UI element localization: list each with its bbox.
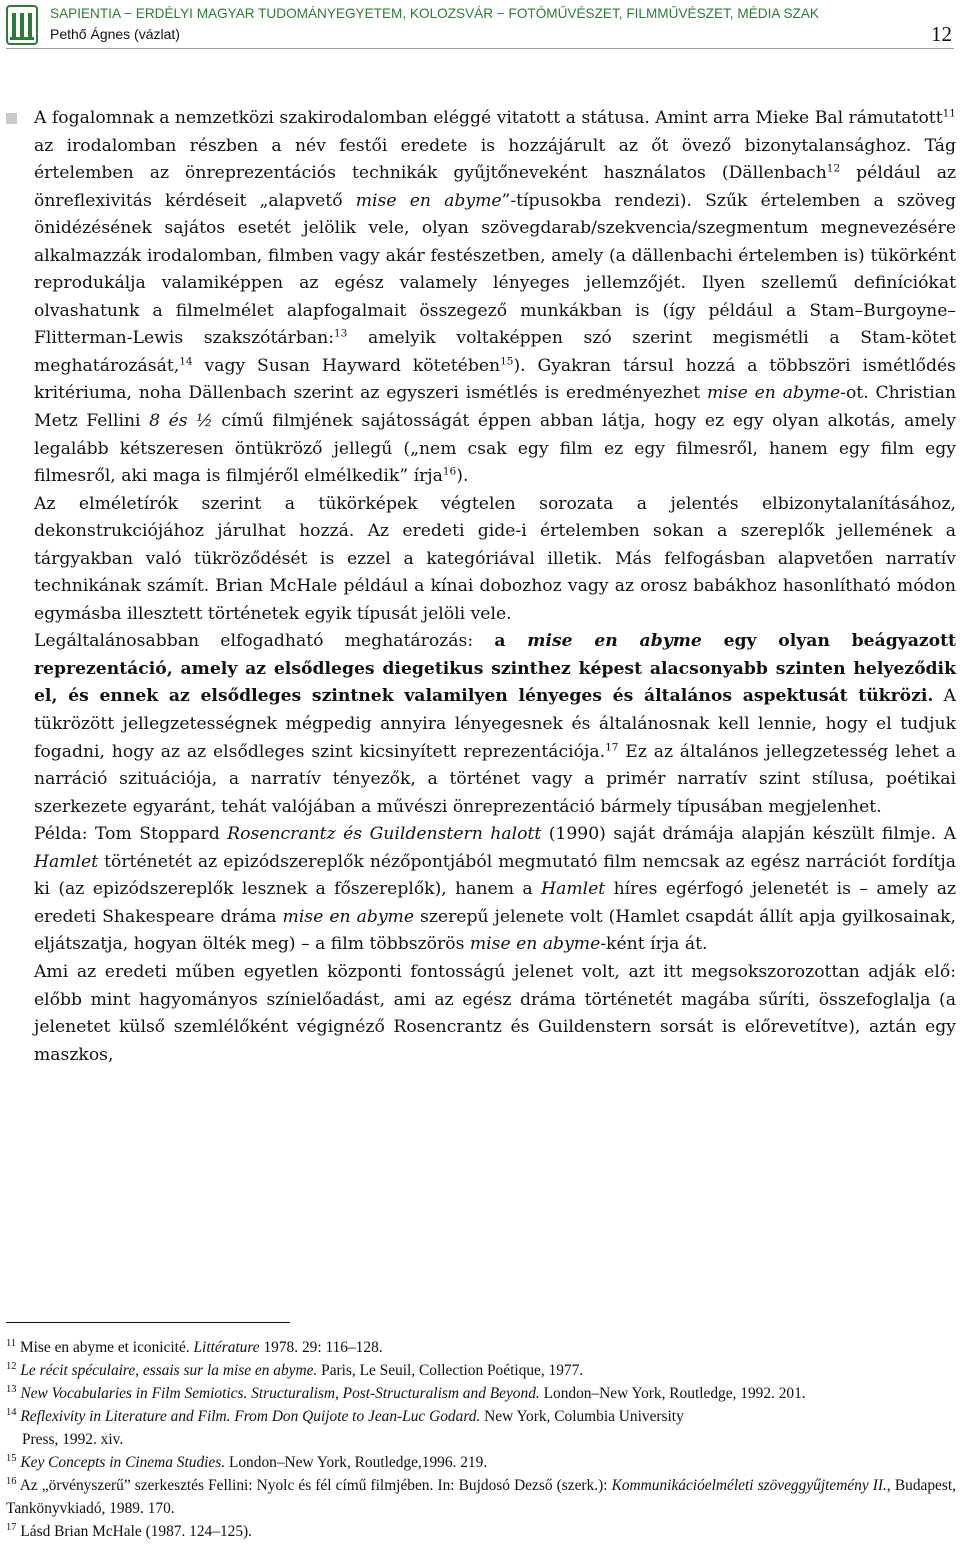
footnote-14-cont: Press, 1992. xiv. xyxy=(22,1431,124,1448)
footnote-ref: 17 xyxy=(605,740,619,753)
paragraph-5: Ami az eredeti műben egyetlen központi fontosságú jelenet volt, azt itt megsokszorozottan adják elő: előbb mint hagyományos színielőadást, ami az egész dráma történetét magába sűríti, összefoglalja (a jelenetet külső szemlélőként végignéző Rosencrantz és Guildenstern sorsát is előrevetítve), aztán egy maszkos, xyxy=(34,961,956,1065)
paragraph-3: Legáltalánosabban elfogadható meghatározás: a mise en abyme egy olyan beágyazott reprezentáció, amely az elsődleges diegetikus szinthez képest alacsonyabb szinten helyeződik el, és ennek az elsődleges szintnek valamilyen lényeges és általános aspektusát tükrözi. A tükrözött jellegzetességnek mégpedig annyira lényegesnek és általánosnak kell lennie, hogy el tudjuk fogadni, hogy az az elsődleges szint kicsinyített reprezentációja.$^{17}$ Ez az általános jellegzetesség lehet a narráció szituációja, a narratív tényezők, a történet vagy a primér narratív szint stílusa, poétikai szerkezete egyaránt, tehát valójában a művészi önreprezentáció bármely típusában megjelenhet. xyxy=(34,631,956,817)
footnote-ref: 11 xyxy=(942,107,956,120)
footnote-12: $^{12}$ Le récit spéculaire, essais sur la mise en abyme. Paris, Le Seuil, Collection Poétique, 1977. xyxy=(6,1360,584,1379)
page-number: 12 xyxy=(931,22,952,46)
paragraph-1: A fogalomnak a nemzetközi szakirodalomban eléggé vitatott a státusa. Amint arra Mieke Bal rámutatott$^{11}$ az irodalomban részben a név festői eredete is hozzájárult az őt övező bizonytalansághoz. Tág értelemben az önreprezentációs technikák gyűjtőneveként használatos (Dällenbach$^{12}$ például az önreflexivitás kérdéseit „alapvető mise en abyme”-típusokba rendezi). Szűk értelemben a szöveg önidézésének sajátos esetét jelölik vele, olyan szövegdarab/szekvencia/szegmentum megnevezésére alkalmazzák irodalomban, filmben vagy akár festészetben, amely (a dällenbachi értelemben is) tükörként reprodukálja valamiképpen az egész valamely lényeges jellemzőjét. Ilyen szellemű definíciókat olvashatunk a filmelmélet alapfogalmait összegező munkákban is (így például a Stam–Burgoyne–Flitterman-Lewis szakszótárban:$^{13}$ amelyik voltaképpen szó szerint megismétli a Stam-kötet meghatározását,$^{14}$ vagy Susan Hayward kötetében$^{15}$). Gyakran társul hozzá a többszöri ismétlődés kritériuma, noha Dällenbach szerint az egyszeri ismétlés is eredményezhet mise en abyme-ot. Christian Metz Fellini 8 és ½ című filmjének sajátosságát éppen abban látja, hogy ez egy olyan alkotás, amely legalább kétszeresen öntükröző jellegű („nem csak egy film ez egy filmesről, hanem egy film egy filmesről, aki maga is filmjéről elmélkedik” írja$^{16}$). xyxy=(34,107,957,487)
footnote-17: $^{17}$ Lásd Brian McHale (1987. 124–125). xyxy=(6,1521,253,1540)
footnote-ref: 15 xyxy=(500,355,514,368)
footnote-13: $^{13}$ New Vocabularies in Film Semiotics. Structuralism, Post-Structuralism and Beyond. London–New York, Routledge, 1992. 201. xyxy=(6,1383,806,1402)
bullet-square-icon xyxy=(6,113,17,124)
author-line: Pethő Ágnes (vázlat) xyxy=(50,26,180,42)
paragraph-2: Az elméletírók szerint a tükörképek végtelen sorozata a jelentés elbizonytalanításához, dekonstrukciójához járulhat hozzá. Az eredeti gide-i értelemben sokan a szereplők jellemének a tárgyakban való tükröződését is ezzel a kategóriával illetik. Más felfogásban alapvetően narratív technikának számít. Brian McHale például a kínai dobozhoz vagy az orosz babákhoz hasonlítható módon egymásba illesztett történetek egyik típusát jelöli vele. xyxy=(34,493,956,624)
page-header xyxy=(0,0,960,52)
footnote-14: $^{14}$ Reflexivity in Literature and Film. From Don Quijote to Jean-Luc Godard. New York, Columbia University xyxy=(6,1406,684,1425)
main-text xyxy=(34,105,956,1069)
footnotes xyxy=(6,1336,956,1543)
paragraph-4: Példa: Tom Stoppard Rosencrantz és Guildenstern halott (1990) saját drámája alapján készült filmje. A Hamlet történetét az epizódszereplők nézőpontjából megmutató film nemcsak az egész narrációt fordítja ki (az epizódszereplők lesznek a főszereplők), hanem a Hamlet híres egérfogó jelenetét is – amely az eredeti Shakespeare dráma mise en abyme szerepű jelenete volt (Hamlet csapdát állít apja gyilkosainak, eljátszatja, hogyan ölték meg) – a film többszörös mise en abyme-ként írja át. xyxy=(34,824,956,955)
header-divider xyxy=(6,48,954,49)
footnote-ref: 14 xyxy=(179,355,193,368)
footnote-ref: 16 xyxy=(442,465,457,478)
footnote-ref: 13 xyxy=(333,327,348,340)
footnote-ref: 12 xyxy=(826,162,841,175)
footnote-15: $^{15}$ Key Concepts in Cinema Studies. London–New York, Routledge,1996. 219. xyxy=(6,1452,488,1471)
university-logo-icon xyxy=(6,5,38,45)
footnote-11: $^{11}$ Mise en abyme et iconicité. Littérature 1978. 29: 116–128. xyxy=(6,1337,383,1356)
footnote-divider xyxy=(6,1322,290,1323)
institution-title: SAPIENTIA − ERDÉLYI MAGYAR TUDOMÁNYEGYETEM, KOLOZSVÁR − FOTÓMŰVÉSZET, FILMMŰVÉSZET, MÉDIA SZAK xyxy=(50,6,819,21)
footnote-16: $^{16}$ Az „örvényszerű” szerkesztés Fellini: Nyolc és fél című filmjében. In: Bujdosó Dezső (szerk.): Kommunikációelméleti szöveggyűjtemény II., Budapest, Tankönyvkiadó, 1989. 170. xyxy=(6,1475,956,1517)
